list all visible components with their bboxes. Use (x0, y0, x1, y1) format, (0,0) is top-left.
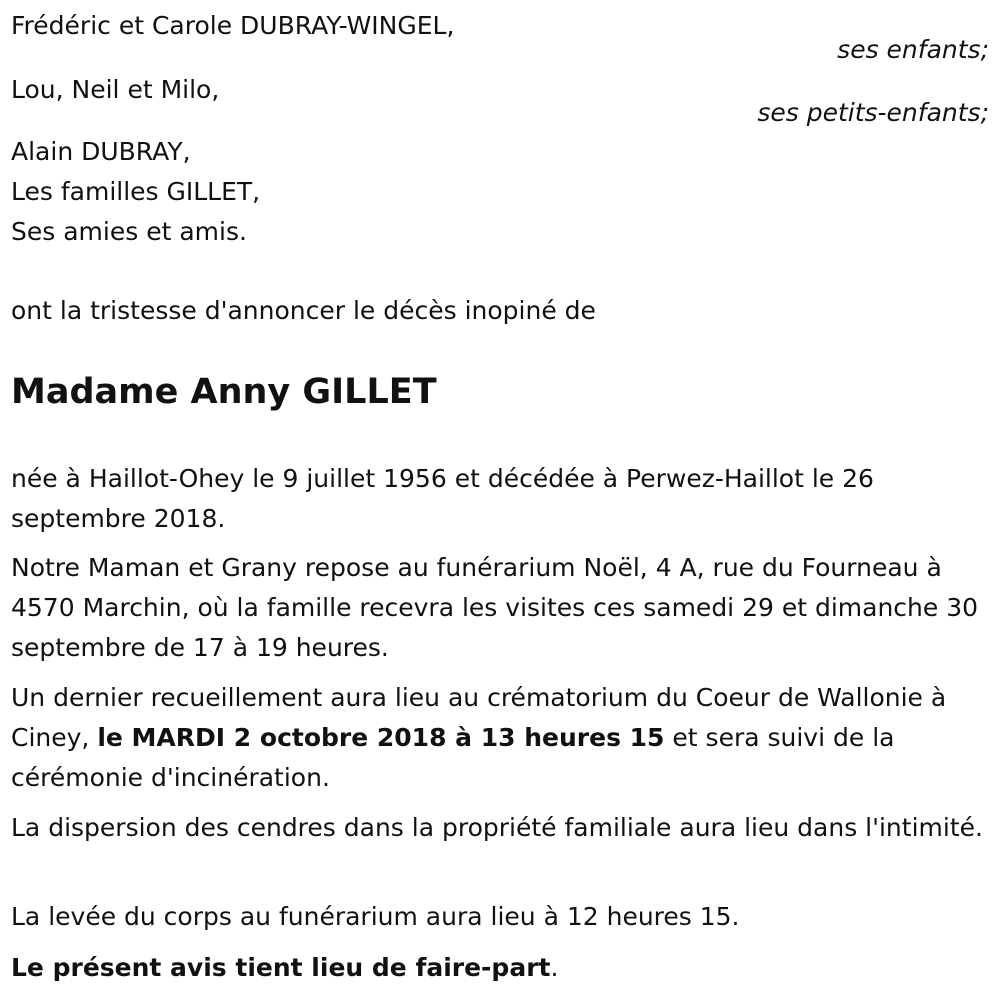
closing-end: . (550, 953, 559, 982)
family-member: Alain DUBRAY, (11, 137, 191, 166)
announcement-text: ont la tristesse d'annoncer le décès inopiné de (11, 296, 596, 325)
ceremony-text: Un dernier recueillement aura lieu au crématorium du Coeur de Wallonie à Ciney, (11, 683, 947, 752)
grandchildren-role: ses petits-enfants; (757, 98, 989, 127)
grandchildren-names: Lou, Neil et Milo, (11, 75, 220, 104)
levee-paragraph: La levée du corps au funérarium aura lieu à 12 heures 15. (11, 902, 740, 931)
children-names: Frédéric et Carole DUBRAY-WINGEL, (11, 11, 455, 40)
ceremony-paragraph (11, 678, 991, 798)
children-role: ses enfants; (837, 35, 989, 64)
ceremony-date: le MARDI 2 octobre 2018 à 13 heures 15 (97, 723, 665, 752)
funeral-home-paragraph: Notre Maman et Grany repose au funérarium Noël, 4 A, rue du Fourneau à 4570 Marchin, où la famille recevra les visites ces samedi 29 et dimanche 30 septembre de 17 à 19 heures. (11, 553, 979, 662)
ceremony-text-end: et sera suivi de la cérémonie d'incinération. (11, 723, 895, 792)
family-member: Les familles GILLET, (11, 177, 261, 206)
family-member: Ses amies et amis. (11, 217, 247, 246)
closing-paragraph (11, 948, 991, 988)
dispersion-paragraph: La dispersion des cendres dans la propriété familiale aura lieu dans l'intimité. (11, 813, 983, 842)
deceased-name: Madame Anny GILLET (11, 372, 437, 412)
closing-bold: Le présent avis tient lieu de faire-part (11, 953, 551, 982)
birth-death-paragraph: née à Haillot-Ohey le 9 juillet 1956 et décédée à Perwez-Haillot le 26 septembre 2018. (11, 464, 874, 533)
